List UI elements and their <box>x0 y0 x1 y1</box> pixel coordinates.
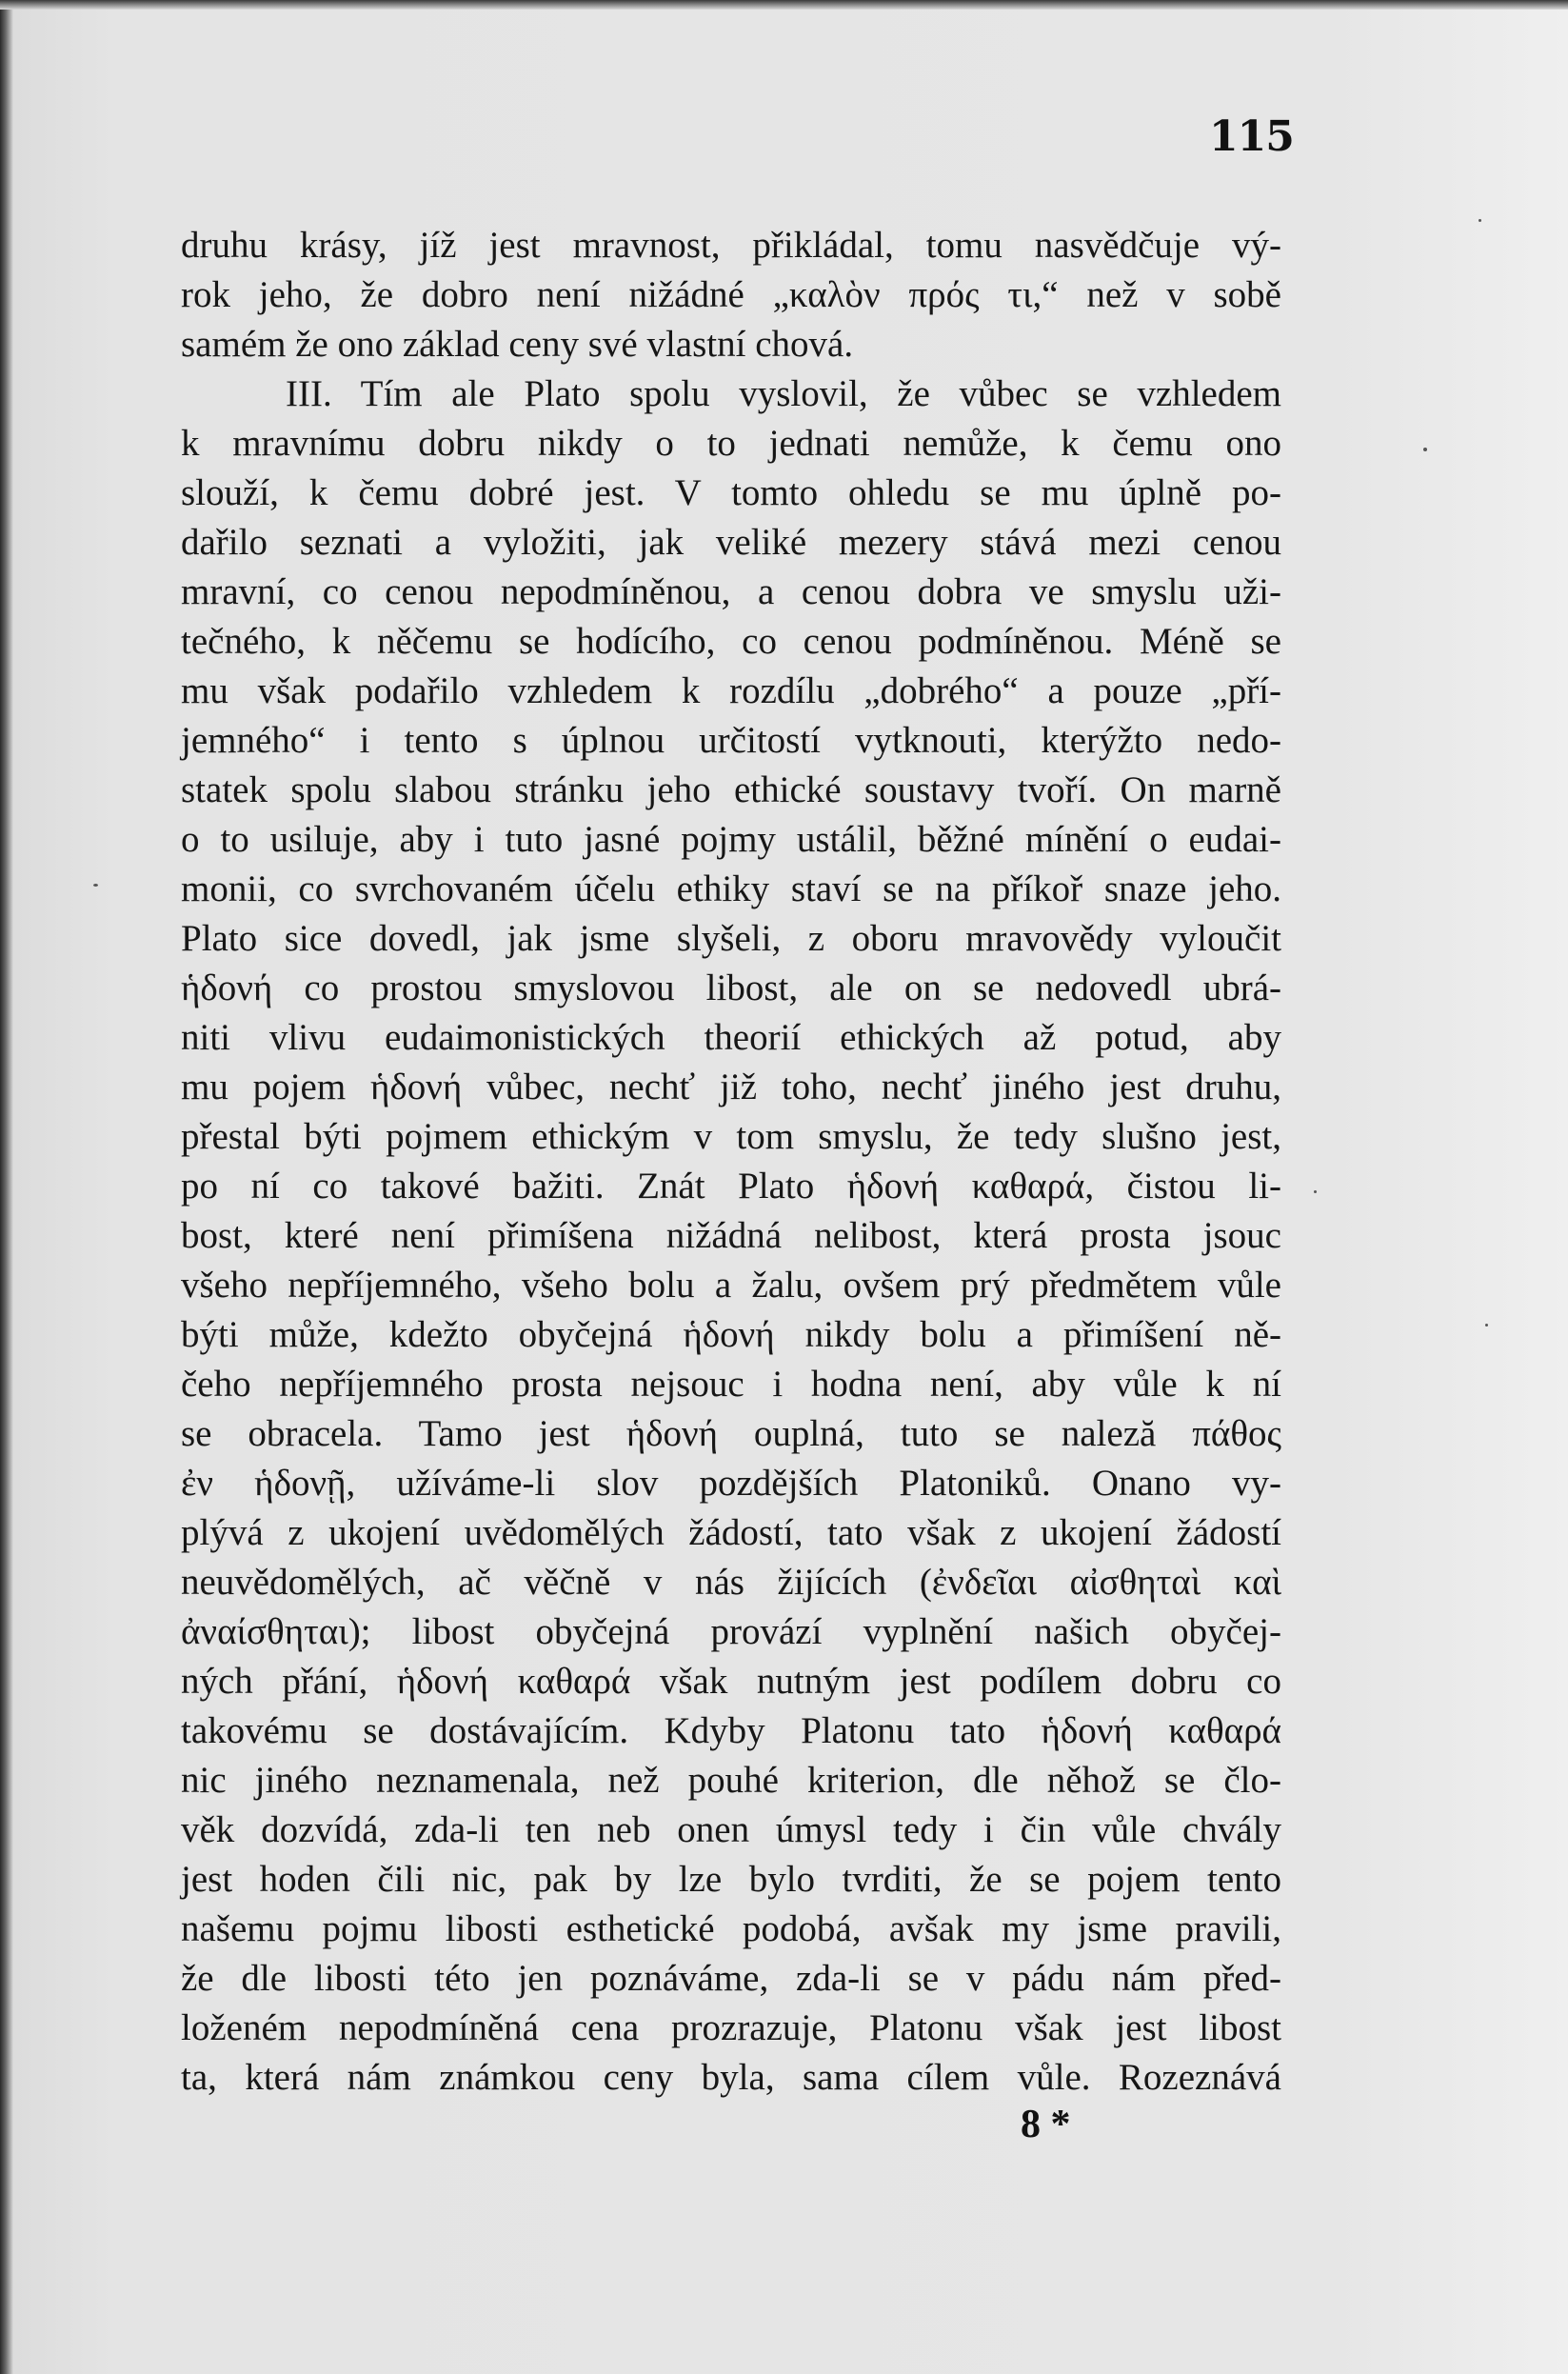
signature-mark: 8 * <box>1021 2103 1071 2146</box>
text-line: mu pojem ἡδονή vůbec, nechť již toho, nechť jiného jest druhu, <box>181 1067 1281 1107</box>
text-line: samém že ono základ ceny své vlastní chová. <box>181 324 854 365</box>
text-line: slouží, k čemu dobré jest. V tomto ohledu se mu úplně po- <box>181 472 1281 513</box>
text-line: mravní, co cenou nepodmíněnou, a cenou dobra ve smyslu uži- <box>181 571 1281 612</box>
text-line: ἐν ἡδονῇ, užíváme-li slov pozdějších Platoniků. Onano vy- <box>181 1463 1281 1504</box>
paper-speck <box>1314 1190 1317 1193</box>
text-line: Plato sice dovedl, jak jsme slyšeli, z oboru mravovědy vyloučit <box>181 918 1281 959</box>
text-line: bost, které není přimíšena nižádná nelibost, která prosta jsouc <box>181 1215 1281 1256</box>
text-line: mu však podařilo vzhledem k rozdílu „dobrého“ a pouze „pří- <box>181 670 1281 711</box>
text-line: o to usiluje, aby i tuto jasné pojmy ustálil, běžné mínění o eudai- <box>181 819 1281 860</box>
text-line: se obracela. Tamo jest ἡδονή ouplná, tuto se naleză πάθος <box>181 1413 1281 1454</box>
text-line: ἡδονή co prostou smyslovou libost, ale on se nedovedl ubrá- <box>181 968 1281 1008</box>
body-text <box>181 221 1281 2103</box>
text-line: takovému se dostávajícím. Kdyby Platonu tato ἡδονή καθαρά <box>181 1710 1281 1751</box>
text-line: ἀναίσθηται); libost obyčejná provází vyplnění našich obyčej- <box>181 1611 1281 1652</box>
text-line: ta, která nám známkou ceny byla, sama cílem vůle. Rozeznává <box>181 2057 1281 2098</box>
text-line: rok jeho, že dobro není nižádné „καλὸν πρός τι,“ než v sobě <box>181 274 1281 315</box>
text-line: našemu pojmu libosti esthetické podobá, avšak my jsme pravili, <box>181 1908 1281 1949</box>
text-line: jest hoden čili nic, pak by lze bylo tvrditi, že se pojem tento <box>181 1859 1281 1900</box>
text-line: plývá z ukojení uvědomělých žádostí, tato však z ukojení žádostí <box>181 1512 1281 1553</box>
text-line: věk dozvídá, zda-li ten neb onen úmysl tedy i čin vůle chvály <box>181 1809 1281 1850</box>
text-line: všeho nepříjemného, všeho bolu a žalu, ovšem prý předmětem vůle <box>181 1265 1281 1306</box>
text-line: neuvědomělých, ač věčně v nás žijících (ἐνδεῖαι αἰσθηταὶ καὶ <box>181 1562 1281 1603</box>
text-line: nic jiného neznamenala, než pouhé kriterion, dle něhož se člo- <box>181 1760 1281 1801</box>
paper-speck <box>1423 448 1427 451</box>
text-line: ných přání, ἡδονή καθαρά však nutným jest podílem dobru co <box>181 1661 1281 1702</box>
text-line: přestal býti pojmem ethickým v tom smyslu, že tedy slušno jest, <box>181 1116 1281 1157</box>
paper-speck <box>1485 1324 1488 1327</box>
text-line: monii, co svrchovaném účelu ethiky staví se na příkoř snaze jeho. <box>181 868 1281 909</box>
text-line: statek spolu slabou stránku jeho ethické soustavy tvoří. On marně <box>181 769 1281 810</box>
text-line: jemného“ i tento s úplnou určitostí vytknouti, kterýžto nedo- <box>181 720 1281 761</box>
text-line: k mravnímu dobru nikdy o to jednati nemůže, k čemu ono <box>181 423 1281 464</box>
text-line: po ní co takové bažiti. Znát Plato ἡδονή καθαρά, čistou li- <box>181 1166 1281 1207</box>
text-line: druhu krásy, jíž jest mravnost, přikládal, tomu nasvědčuje vý- <box>181 225 1281 266</box>
page-number: 115 <box>1209 112 1294 161</box>
paper-speck <box>1479 219 1481 222</box>
text-line: dařilo seznati a vyložiti, jak veliké mezery stává mezi cenou <box>181 522 1281 563</box>
text-line: niti vlivu eudaimonistických theorií ethických až potud, aby <box>181 1017 1281 1058</box>
text-line: loženém nepodmíněná cena prozrazuje, Platonu však jest libost <box>181 2007 1281 2048</box>
paper-speck <box>93 884 98 887</box>
text-line: tečného, k něčemu se hodícího, co cenou podmíněnou. Méně se <box>181 621 1281 662</box>
text-line: III. Tím ale Plato spolu vyslovil, že vůbec se vzhledem <box>286 373 1281 414</box>
text-line: býti může, kdežto obyčejná ἡδονή nikdy bolu a přimíšení ně- <box>181 1314 1281 1355</box>
text-line: čeho nepříjemného prosta nejsouc i hodna není, aby vůle k ní <box>181 1364 1281 1405</box>
text-line: že dle libosti této jen poznáváme, zda-li se v pádu nám před- <box>181 1958 1281 1999</box>
